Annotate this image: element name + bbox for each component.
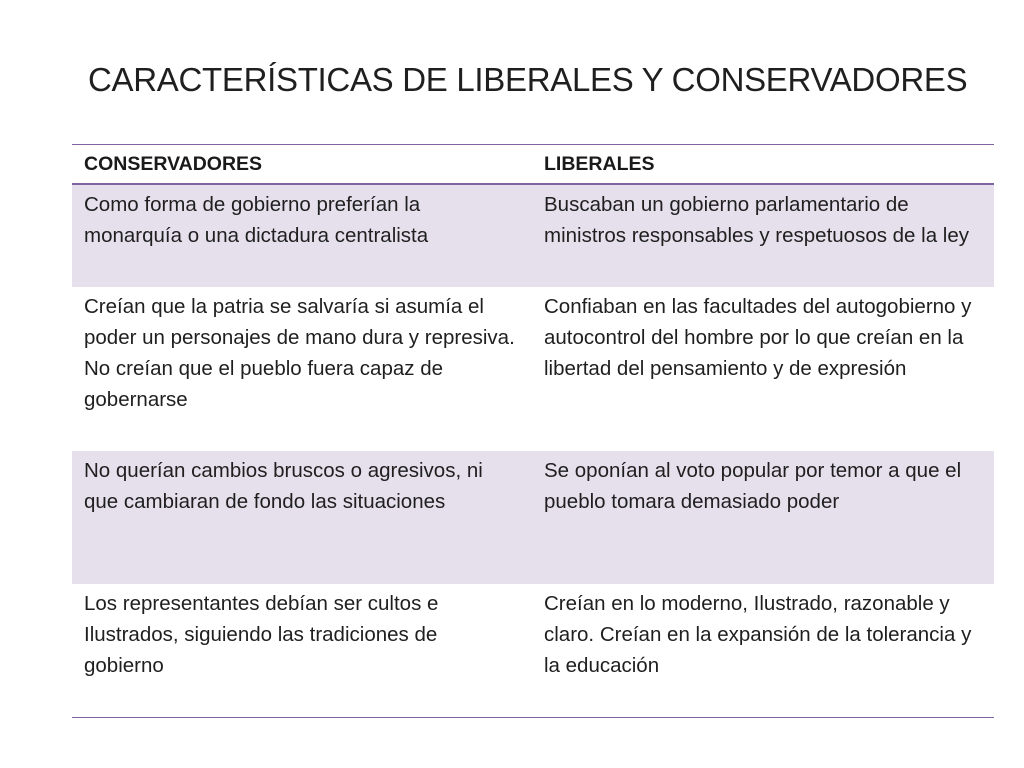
table-row [72,451,994,584]
table-row [72,184,994,287]
cell-liberales: Buscaban un gobierno parlamentario de ministros responsables y respetuosos de la ley [544,193,970,247]
table-row [72,584,994,718]
slide-title: CARACTERÍSTICAS DE LIBERALES Y CONSERVADORES [88,61,968,98]
table-row [72,287,994,451]
header-conservadores: CONSERVADORES [84,152,263,175]
cell-liberales: Confiaban en las facultades del autogobierno y autocontrol del hombre por lo que creían en la libertad del pensamiento y de expresión [544,295,972,380]
header-liberales: LIBERALES [544,152,655,175]
table-header-row [72,145,994,185]
comparison-table-container [72,144,994,718]
cell-liberales: Se oponían al voto popular por temor a que el pueblo tomara demasiado poder [544,459,962,513]
cell-conservadores: Creían que la patria se salvaría si asumía el poder un personajes de mano dura y represiva. No creían que el pueblo fuera capaz de gobernarse [84,295,515,411]
cell-conservadores: Como forma de gobierno preferían la monarquía o una dictadura centralista [84,193,429,247]
cell-conservadores: Los representantes debían ser cultos e Ilustrados, siguiendo las tradiciones de gobierno [84,592,439,677]
comparison-table [72,144,994,718]
cell-liberales: Creían en lo moderno, Ilustrado, razonable y claro. Creían en la expansión de la tolerancia y la educación [544,592,972,677]
cell-conservadores: No querían cambios bruscos o agresivos, ni que cambiaran de fondo las situaciones [84,459,483,513]
